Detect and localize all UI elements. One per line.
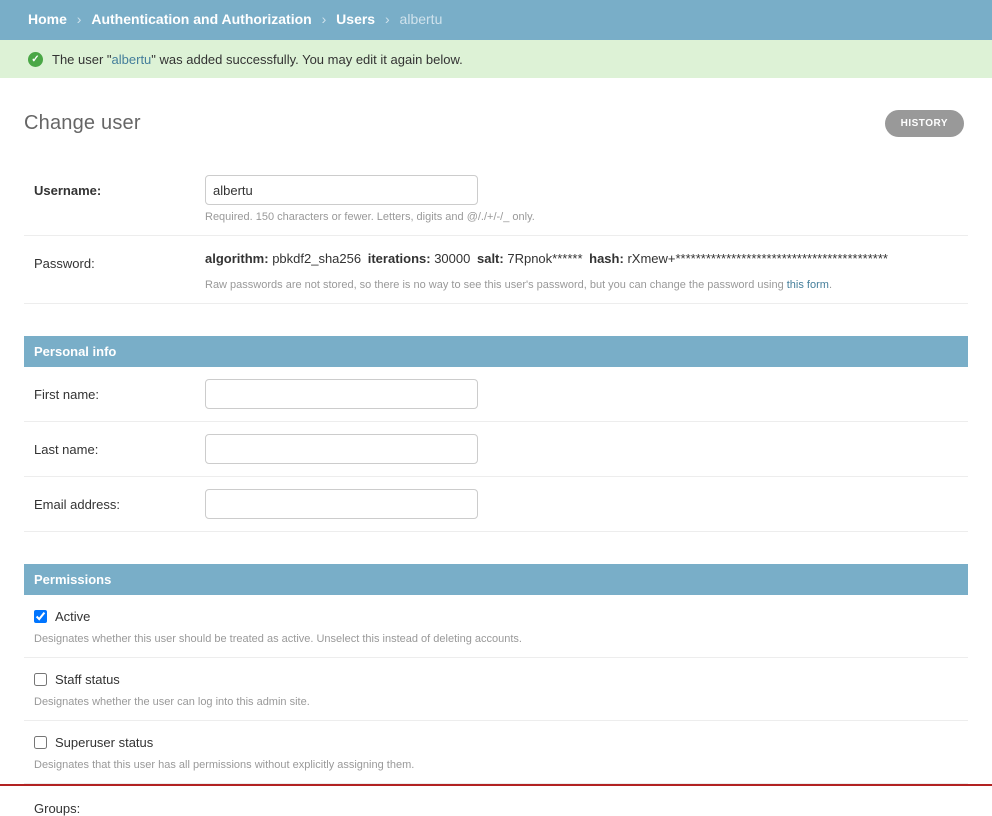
hash-hash-key: hash: (589, 251, 624, 266)
last-name-input[interactable] (205, 434, 478, 464)
breadcrumb-separator: › (384, 11, 390, 27)
password-label: Password: (34, 256, 95, 271)
success-message-prefix: The user " (52, 51, 112, 67)
staff-status-label[interactable]: Staff status (55, 672, 120, 687)
username-help: Required. 150 characters or fewer. Letters, digits and @/./+/-/_ only. (205, 211, 535, 223)
staff-status-row (24, 658, 968, 721)
superuser-status-row (24, 721, 968, 784)
history-button[interactable]: HISTORY (885, 110, 964, 137)
username-label: Username: (34, 183, 102, 198)
hash-iterations-key: iterations: (367, 251, 431, 266)
hash-hash-value: rXmew+****************************************** (627, 251, 888, 266)
breadcrumb (0, 0, 992, 40)
hash-algorithm-value: pbkdf2_sha256 (272, 251, 362, 266)
permissions-fieldset (24, 564, 968, 816)
first-name-row (24, 367, 968, 422)
password-help-prefix: Raw passwords are not stored, so there is no way to see this user's password, but you can change the password using (205, 279, 787, 291)
email-row (24, 477, 968, 532)
password-row (24, 236, 968, 304)
first-name-label: First name: (34, 387, 100, 402)
last-name-label: Last name: (34, 442, 99, 457)
change-password-form-link[interactable]: this form (786, 279, 829, 291)
superuser-status-help: Designates that this user has all permissions without explicitly assigning them. (34, 759, 415, 771)
email-label: Email address: (34, 497, 120, 512)
password-help (205, 279, 958, 291)
superuser-status-label[interactable]: Superuser status (55, 735, 154, 750)
last-name-row (24, 422, 968, 477)
page-title: Change user (24, 112, 141, 134)
active-label[interactable]: Active (55, 609, 91, 624)
personal-info-header: Personal info (24, 336, 968, 367)
username-row (24, 163, 968, 236)
breadcrumb-separator: › (76, 11, 82, 27)
password-help-suffix: . (828, 279, 832, 291)
hash-salt-key: salt: (476, 251, 504, 266)
groups-label: Groups: (34, 801, 81, 816)
groups-row (24, 784, 968, 816)
personal-info-fieldset (24, 336, 968, 532)
active-checkbox[interactable] (34, 610, 47, 623)
staff-status-checkbox[interactable] (34, 673, 47, 686)
success-message-text (52, 52, 463, 67)
breadcrumb-auth-link[interactable]: Authentication and Authorization (91, 11, 312, 27)
hash-algorithm-key: algorithm: (205, 251, 269, 266)
active-row (24, 595, 968, 658)
breadcrumb-users-link[interactable]: Users (336, 11, 376, 27)
email-input[interactable] (205, 489, 478, 519)
added-user-link[interactable]: albertu (111, 51, 152, 67)
content (0, 110, 992, 816)
permissions-header: Permissions (24, 564, 968, 595)
breadcrumb-home-link[interactable]: Home (28, 11, 67, 27)
success-message (0, 40, 992, 78)
check-icon: ✓ (28, 52, 43, 67)
breadcrumb-current: albertu (399, 11, 443, 27)
success-message-suffix: " was added successfully. You may edit it again below. (151, 51, 463, 67)
breadcrumb-separator: › (321, 11, 327, 27)
first-name-input[interactable] (205, 379, 478, 409)
bottom-red-line (0, 784, 992, 786)
active-help: Designates whether this user should be treated as active. Unselect this instead of deleting accounts. (34, 633, 522, 645)
username-input[interactable] (205, 175, 478, 205)
password-hash-line (205, 248, 958, 266)
staff-status-help: Designates whether the user can log into this admin site. (34, 696, 310, 708)
account-fieldset (24, 163, 968, 304)
hash-iterations-value: 30000 (434, 251, 471, 266)
superuser-status-checkbox[interactable] (34, 736, 47, 749)
hash-salt-value: 7Rpnok****** (507, 251, 583, 266)
